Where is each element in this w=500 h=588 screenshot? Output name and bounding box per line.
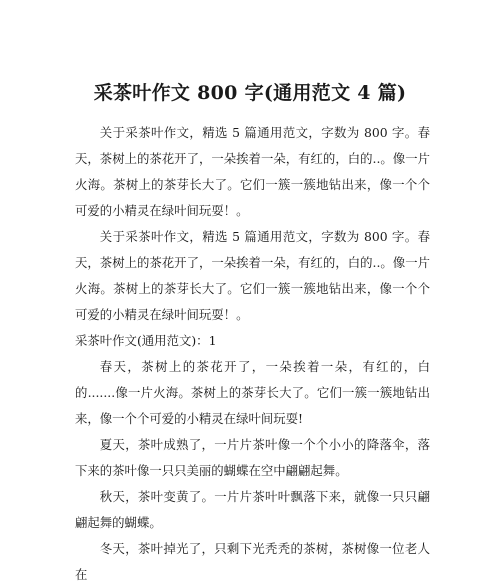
section-heading: 采茶叶作文(通用范文)：1 [75,333,217,348]
paragraph-spring: 春天，茶树上的茶花开了，一朵挨着一朵，有红的，白的.......像一片火海。茶树上的茶芽长大了。它们一簇一簇地钻出来，像一个个可爱的小精灵在绿叶间玩耍! [75,359,430,426]
paragraph-intro-1: 关于采茶叶作文，精选 5 篇通用范文，字数为 800 字。春天，茶树上的茶花开了，一朵挨着一朵，有红的，白的..。像一片火海。茶树上的茶芽长大了。它们一簇一簇地钻出来，像一个个可爱的小精灵在绿叶间玩耍！。 [75,125,430,218]
paragraph-summer: 夏天，茶叶成熟了，一片片茶叶像一个个小小的降落伞，落下来的茶叶像一只只美丽的蝴蝶在空中翩翩起舞。 [75,437,430,478]
document-body [75,120,430,588]
paragraph-autumn: 秋天，茶叶变黄了。一片片茶叶叶飘落下来，就像一只只翩翩起舞的蝴蝶。 [75,489,430,530]
paragraph-winter: 冬天，茶叶掉光了，只剩下光秃秃的茶树，茶树像一位老人在 [75,541,430,582]
document-title: 采茶叶作文 800 字(通用范文 4 篇) [93,82,407,104]
paragraph-intro-2: 关于采茶叶作文，精选 5 篇通用范文，字数为 800 字。春天，茶树上的茶花开了，一朵挨着一朵，有红的，白的..。像一片火海。茶树上的茶芽长大了。它们一簇一簇地钻出来，像一个个可爱的小精灵在绿叶间玩耍！。 [75,229,430,322]
